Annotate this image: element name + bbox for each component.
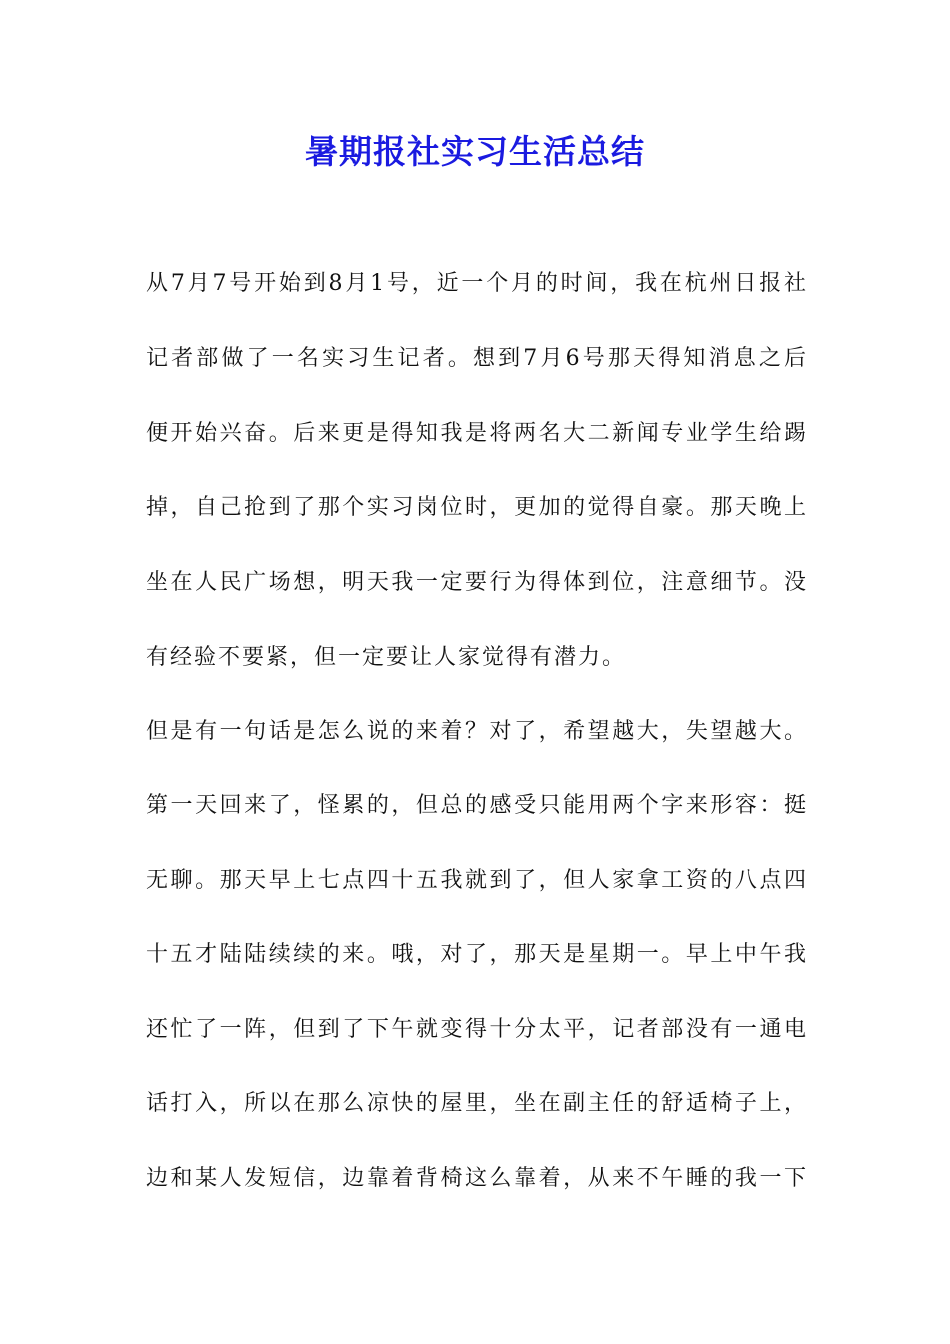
paragraph-line: 便开始兴奋。后来更是得知我是将两名大二新闻专业学生给踢 — [146, 421, 806, 446]
paragraph-line: 但是有一句话是怎么说的来着？对了，希望越大，失望越大。 — [146, 719, 806, 744]
paragraph-line: 第一天回来了，怪累的，但总的感受只能用两个字来形容：挺 — [146, 793, 806, 818]
document-title: 暑期报社实习生活总结 — [305, 132, 645, 171]
paragraph-line: 从7月7号开始到8月1号，近一个月的时间，我在杭州日报社 — [146, 271, 806, 296]
paragraph-line: 话打入，所以在那么凉快的屋里，坐在副主任的舒适椅子上， — [146, 1091, 806, 1116]
paragraph-line: 十五才陆陆续续的来。哦，对了，那天是星期一。早上中午我 — [146, 942, 806, 967]
paragraph-line: 记者部做了一名实习生记者。想到7月6号那天得知消息之后 — [146, 346, 806, 371]
paragraph-line: 无聊。那天早上七点四十五我就到了，但人家拿工资的八点四 — [146, 868, 806, 893]
paragraph-line: 坐在人民广场想，明天我一定要行为得体到位，注意细节。没 — [146, 570, 806, 595]
paragraph-line: 还忙了一阵，但到了下午就变得十分太平，记者部没有一通电 — [146, 1017, 806, 1042]
paragraph-line: 掉，自己抢到了那个实习岗位时，更加的觉得自豪。那天晚上 — [146, 495, 806, 520]
paragraph-line: 边和某人发短信，边靠着背椅这么靠着，从来不午睡的我一下 — [146, 1166, 806, 1191]
paragraph-line: 有经验不要紧，但一定要让人家觉得有潜力。 — [146, 645, 627, 670]
